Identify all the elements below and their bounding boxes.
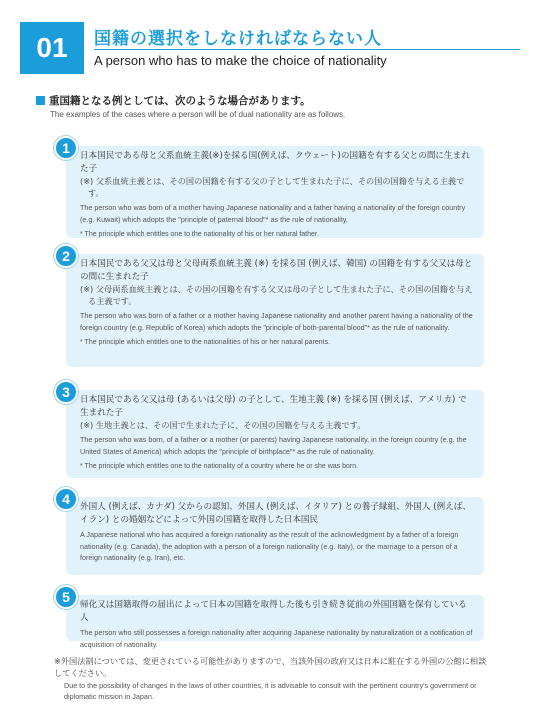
case-number-badge: 3 <box>54 380 78 404</box>
case-en-text: The person who still possesses a foreign nationality after acquiring Japanese nationality by naturalization or a notification of acquisition of nationality. <box>80 628 473 649</box>
case-jp-note: (※) 生地主義とは、その国で生まれた子に、その国の国籍を与える主義です。 <box>80 420 366 430</box>
case-jp-main: 日本国民である父又は母 (あるいは父母) の子として、生地主義 (※) を採る国 (例えば、アメリカ) で生まれた子 <box>80 395 467 418</box>
case-jp-main: 帰化又は国籍取得の届出によって日本の国籍を取得した後も引き続き従前の外国国籍を保有している人 <box>80 600 467 623</box>
case-en-text: The person who was born of a father or a mother having Japanese nationality and another parent having a nationality of the foreign country (e.g. Republic of Korea) which adopts the "principle of both-parental blood"* as the rule of nationality. <box>80 311 473 332</box>
case-jp-note: (※) 父系血統主義とは、その国の国籍を有する父の子として生まれた子に、その国の国籍を与える主義です。 <box>80 176 465 198</box>
case-en-text: The person who was born of a mother having Japanese nationality and a father having a nationality of the foreign country (e.g. Kuwait) which adopts the "principle of paternal blood"* as the rule of nationality. <box>80 203 466 224</box>
section-title-en: A person who has to make the choice of nationality <box>94 53 387 68</box>
case-number-badge: 4 <box>54 487 78 511</box>
case-jp-main: 日本国民である母と父系血統主義(※)を採る国(例えば、クウェート)の国籍を有する父との間に生まれた子 <box>80 151 470 174</box>
footer-note-jp: ※外国法制については、変更されている可能性がありますので、当該外国の政府又は日本に駐在する外国の公館に相談してください。 <box>54 656 487 678</box>
intro-jp-text: 重国籍となる例としては、次のような場合があります。 <box>49 95 311 107</box>
case-en-text: A Japanese national who has acquired a foreign nationality as the result of the acknowledgment by a father of a foreign nationality (e.g. Canada), the adoption with a person of a foreign nationality (e.g. Italy), or the marriage to a person of a foreign nationality (e.g. Iran), etc. <box>80 530 459 562</box>
case-en-text: The person who was born, of a father or a mother (or parents) having Japanese nationality, in the foreign country (e.g. the United States of America) which adopts the "principle of birthplace"* as the rule of nationality. <box>80 435 467 456</box>
square-bullet-icon <box>36 96 45 105</box>
case-jp-note: (※) 父母両系血統主義とは、その国の国籍を有する父又は母の子として生まれた子に、その国の国籍を与える主義です。 <box>80 284 473 306</box>
title-divider <box>94 49 520 50</box>
case-number-badge: 5 <box>54 585 78 609</box>
intro-heading <box>36 93 311 108</box>
case-jp-main: 日本国民である父又は母と父母両系血統主義 (※) を採る国 (例えば、韓国) の国籍を有する父又は母との間に生まれた子 <box>80 259 473 282</box>
case-box-5 <box>62 589 484 649</box>
case-box-4 <box>62 491 484 575</box>
footer-note-en: Due to the possibility of changes in the laws of other countries, it is advisable to consult with the pertinent country's government or diplomatic mission in Japan. <box>64 681 477 701</box>
case-jp-main: 外国人 (例えば、カナダ) 父からの認知、外国人 (例えば、イタリア) との養子縁組、外国人 (例えば、イラン) との婚姻などによって外国の国籍を取得した日本国民 <box>80 502 471 525</box>
case-box-3 <box>62 384 484 478</box>
section-number: 01 <box>20 22 84 74</box>
case-en-note: * The principle which entitles one to the nationalities of his or her natural parents. <box>80 339 331 346</box>
intro-en-text: The examples of the cases where a person will be of dual nationality are as follows. <box>50 110 346 119</box>
case-en-note: * The principle which entitles one to the nationality of a country where he or she was born. <box>80 463 359 470</box>
case-number-badge: 2 <box>54 244 78 268</box>
section-header <box>20 22 520 74</box>
case-box-2 <box>62 248 484 367</box>
case-box-1 <box>62 140 484 238</box>
section-title-jp: 国籍の選択をしなければならない人 <box>94 29 382 49</box>
case-en-note: * The principle which entitles one to the nationality of his or her natural father. <box>80 231 319 238</box>
case-number-badge: 1 <box>54 136 78 160</box>
